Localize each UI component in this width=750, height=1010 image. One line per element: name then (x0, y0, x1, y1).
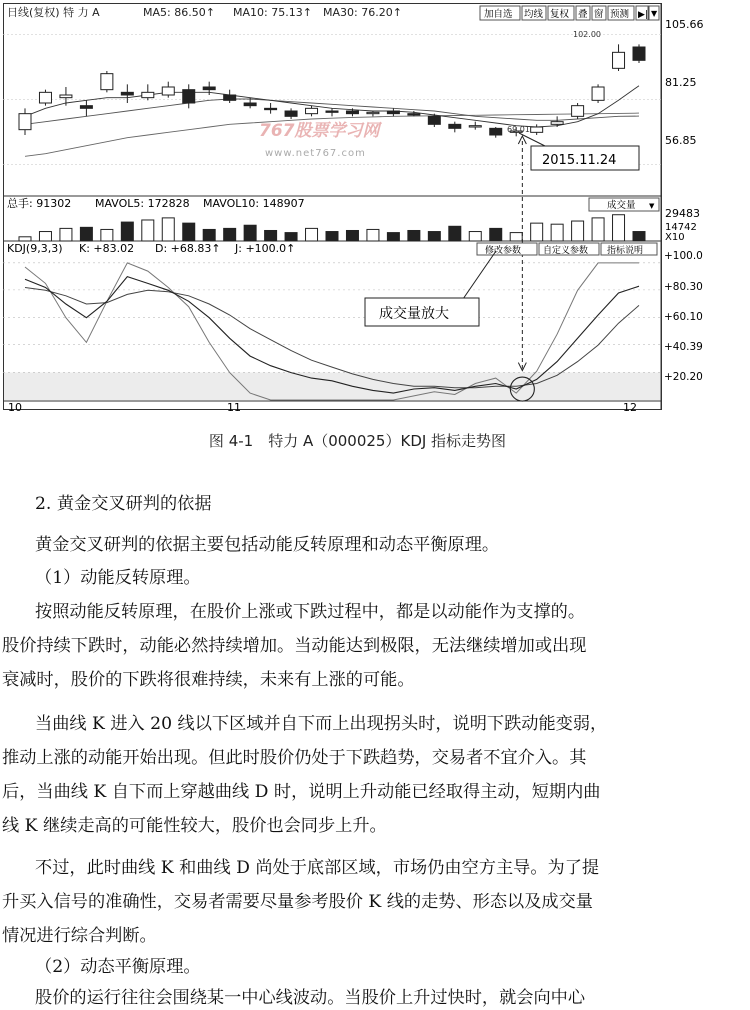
volume-bar (101, 229, 113, 241)
candlestick (162, 87, 174, 95)
candlestick (203, 87, 215, 90)
date-callout-text: 2015.11.24 (542, 153, 617, 168)
candlestick (285, 111, 297, 116)
kdj-j-value: J: +100.0↑ (235, 242, 296, 255)
candlestick (592, 87, 604, 100)
paragraph-2-line-1: 当曲线 K 进入 20 线以下区域并自下而上出现拐头时，说明下跌动能变弱， (35, 714, 608, 734)
ma30-label: MA30: 76.20↑ (323, 6, 402, 19)
toolbar-overlay-label: 叠 (578, 9, 588, 20)
candlestick (367, 112, 379, 113)
candlestick (428, 116, 440, 124)
volume-bar (551, 224, 563, 241)
toolbar-add-label: 加自选 (484, 9, 513, 20)
volume-bar (346, 230, 358, 241)
candlestick (490, 128, 502, 135)
volume-bar (203, 229, 215, 241)
volume-axis-top: 29483 (665, 207, 700, 220)
toolbar-next-icon: ▶| (638, 10, 648, 20)
paragraph-3-line-1: 不过，此时曲线 K 和曲线 D 尚处于底部区域，市场仍由空方主导。为了提 (35, 858, 600, 878)
candlestick (183, 90, 195, 103)
volume-bar (162, 218, 174, 241)
watermark: 767股票学习网 (259, 121, 380, 141)
candlestick (326, 111, 338, 112)
volume-bar (469, 232, 481, 241)
candlestick (306, 108, 318, 113)
low-price-label: 69.01 (507, 125, 530, 134)
volume-bar (613, 215, 625, 241)
price-axis-low: 56.85 (665, 134, 697, 147)
kdj-axis-40: +40.39 (664, 341, 703, 353)
mavol5-label: MAVOL5: 172828 (95, 197, 190, 210)
figure-caption: 图 4-1 特力 A（000025）KDJ 指标走势图 (208, 432, 507, 450)
kdj-custom-label: 自定义参数 (543, 246, 589, 256)
volume-bar (387, 233, 399, 241)
candlestick (531, 127, 543, 132)
volume-bar (592, 218, 604, 241)
candlestick (19, 114, 31, 130)
toolbar-ma-label: 均线 (524, 9, 544, 20)
candlestick (265, 108, 277, 109)
candlestick (613, 52, 625, 68)
volume-callout-text: 成交量放大 (379, 306, 449, 322)
kdj-d-value: D: +68.83↑ (155, 242, 221, 255)
toolbar-adjust-label: 复权 (550, 9, 570, 20)
candlestick (224, 95, 236, 100)
item-1-heading: （1）动能反转原理。 (35, 568, 201, 588)
paragraph-2-line-2: 推动上涨的动能开始出现。但此时股价仍处于下跌趋势，交易者不宜介入。其 (2, 748, 587, 768)
toolbar-forecast-label: 预测 (610, 9, 630, 20)
volume-bar (19, 237, 31, 241)
volume-bar (531, 223, 543, 241)
volume-bar (306, 228, 318, 241)
ma5-label: MA5: 86.50↑ (143, 6, 215, 19)
peak-price-label: 102.00 (573, 30, 601, 39)
volume-bar (428, 232, 440, 241)
paragraph-3-line-2: 升买入信号的准确性，交易者需要尽量参考股价 K 线的走势、形态以及成交量 (2, 892, 593, 912)
item-2-heading: （2）动态平衡原理。 (35, 957, 201, 977)
volume-bar (80, 227, 92, 241)
volume-bar (490, 228, 502, 241)
kdj-axis-60: +60.10 (664, 311, 703, 323)
candlestick (572, 106, 584, 117)
kdj-axis-20: +20.20 (664, 371, 703, 383)
toolbar (480, 6, 659, 20)
volume-bar (572, 221, 584, 241)
candlestick (80, 106, 92, 109)
candlestick (101, 74, 113, 90)
mavol10-label: MAVOL10: 148907 (203, 197, 305, 210)
month-label-11: 11 (227, 401, 241, 414)
candlestick (633, 47, 645, 60)
price-axis-mid: 81.25 (665, 76, 697, 89)
kdj-axis-100: +100.0 (664, 250, 703, 262)
candlestick (408, 114, 420, 115)
volume-bar (121, 222, 133, 241)
candlestick (469, 126, 481, 127)
candlestick (346, 111, 358, 114)
candlestick (449, 124, 461, 128)
candlestick (244, 103, 256, 106)
volume-bar (408, 230, 420, 241)
section-heading: 2. 黄金交叉研判的依据 (35, 494, 212, 514)
paragraph-1-line-1: 按照动能反转原理，在股价上涨或下跌过程中，都是以动能作为支撑的。 (35, 602, 586, 622)
toolbar-window-label: 窗 (594, 9, 604, 20)
candlestick (121, 92, 133, 95)
candlestick (39, 92, 51, 103)
oversold-zone (4, 373, 660, 400)
kdj-modify-label: 修改参数 (485, 246, 522, 256)
watermark-url: www.net767.com (265, 148, 366, 159)
volume-indicator-label: 成交量 (607, 200, 636, 211)
volume-axis-mid: 14742 (665, 222, 697, 233)
kdj-k-value: K: +83.02 (79, 242, 135, 255)
kdj-stock-chart (3, 3, 704, 414)
candlestick (551, 122, 563, 125)
paragraph-2-line-4: 线 K 继续走高的可能性较大，股价也会同步上升。 (2, 816, 387, 836)
volume-bar (60, 228, 72, 241)
ma10-label: MA10: 75.13↑ (233, 6, 312, 19)
volume-axis-unit: X10 (665, 232, 685, 243)
candlestick (387, 111, 399, 114)
paragraph-1-line-3: 衰减时，股价的下跌将很难持续，未来有上涨的可能。 (2, 670, 415, 690)
volume-bar (367, 229, 379, 241)
month-label-12: 12 (623, 401, 637, 414)
chevron-down-icon: ▼ (651, 9, 658, 18)
volume-bar (326, 232, 338, 241)
paragraph-4-line-1: 股价的运行往往会围绕某一中心线波动。当股价上升过快时，就会向中心 (35, 988, 586, 1008)
volume-total: 总手: 91302 (7, 197, 72, 210)
kdj-help-label: 指标说明 (607, 246, 644, 256)
paragraph-1-line-2: 股价持续下跌时，动能必然持续增加。当动能达到极限，无法继续增加或出现 (2, 636, 587, 656)
kdj-axis-80: +80.30 (664, 281, 703, 293)
chart-title: 日线(复权) 特 力 A (7, 6, 100, 19)
month-label-10: 10 (8, 401, 22, 414)
price-axis-top: 105.66 (665, 18, 704, 31)
candlestick (60, 95, 72, 98)
candlestick (142, 92, 154, 97)
intro-paragraph: 黄金交叉研判的依据主要包括动能反转原理和动态平衡原理。 (35, 535, 500, 555)
volume-bar (449, 226, 461, 241)
volume-bar (244, 225, 256, 241)
kdj-params: KDJ(9,3,3) (7, 242, 63, 255)
volume-bar (224, 228, 236, 241)
volume-bar (142, 220, 154, 241)
volume-bar (285, 233, 297, 241)
paragraph-2-line-3: 后，当曲线 K 自下而上穿越曲线 D 时，说明上升动能已经取得主动，短期内曲 (2, 782, 601, 802)
volume-select-chevron-icon: ▼ (649, 202, 655, 210)
volume-bar (633, 232, 645, 241)
volume-bar (265, 230, 277, 241)
volume-bar (39, 232, 51, 241)
volume-bar (183, 223, 195, 241)
paragraph-3-line-3: 情况进行综合判断。 (2, 926, 157, 946)
volume-bar (510, 233, 522, 241)
